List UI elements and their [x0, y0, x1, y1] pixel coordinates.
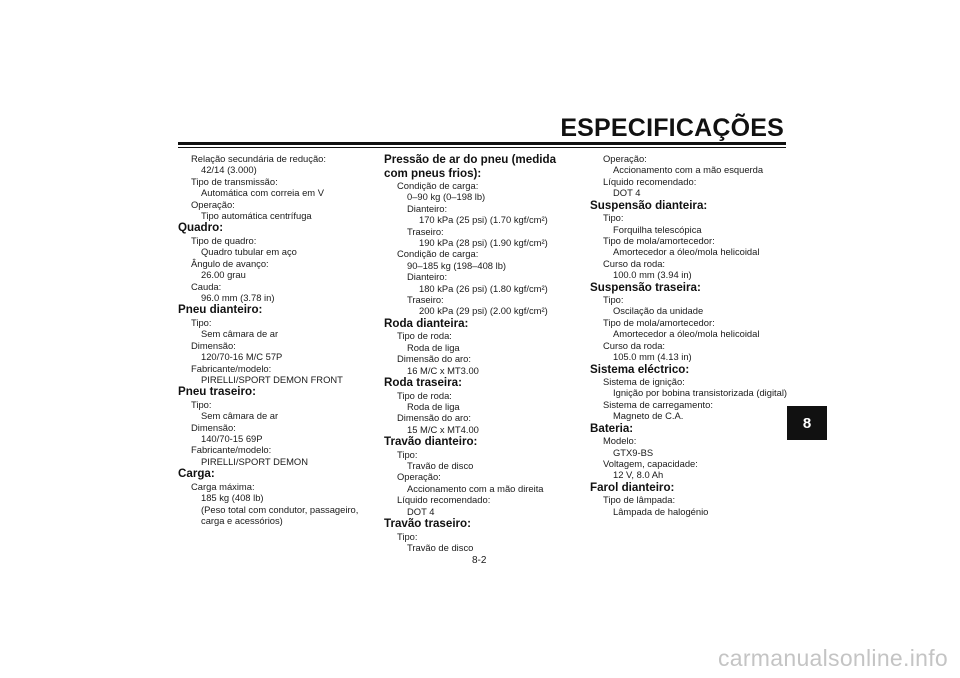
spec-label: Relação secundária de redução: — [191, 153, 326, 164]
spec-column-2 — [384, 153, 574, 553]
spec-column-3 — [590, 153, 790, 517]
section-heading: Carga: — [178, 467, 215, 481]
spec-label: Carga máxima: — [191, 480, 255, 492]
spec-value: Traseiro: — [407, 225, 444, 237]
spec-value: Accionamento com a mão esquerda — [613, 164, 764, 176]
spec-label: Modelo: — [603, 435, 637, 447]
spec-value: GTX9-BS — [613, 446, 654, 458]
spec-label: Sistema de carregamento: — [603, 398, 713, 410]
spec-label: Fabricante/modelo: — [191, 444, 272, 456]
section-heading: Suspensão dianteira: — [590, 198, 708, 212]
spec-value: Amortecedor a óleo/mola helicoidal — [613, 328, 760, 340]
spec-label: Tipo: — [191, 316, 212, 328]
spec-value: Dianteiro: — [407, 271, 448, 283]
spec-label: Dimensão do aro: — [397, 353, 471, 365]
section-heading: Travão dianteiro: — [384, 435, 478, 449]
spec-value: Forquilha telescópica — [613, 223, 702, 235]
spec-label: Curso da roda: — [603, 257, 666, 269]
title-rule-thin — [178, 147, 786, 148]
spec-label: Ângulo de avanço: — [191, 257, 269, 269]
spec-value: Amortecedor a óleo/mola helicoidal — [613, 246, 760, 258]
title-rule-thick — [178, 142, 786, 145]
spec-value: 185 kg (408 lb) — [201, 492, 264, 504]
spec-label: Tipo de roda: — [397, 389, 452, 401]
spec-label: Fabricante/modelo: — [191, 362, 272, 374]
spec-label: Tipo de lâmpada: — [603, 494, 676, 506]
spec-value: Sem câmara de ar — [201, 410, 279, 422]
section-heading: Sistema eléctrico: — [590, 362, 690, 376]
spec-value: 200 kPa (29 psi) (2.00 kgf/cm²) — [419, 305, 548, 317]
spec-column-1 — [178, 153, 368, 526]
spec-label: Condição de carga: — [397, 180, 479, 191]
section-heading: Farol dianteiro: — [590, 480, 675, 494]
spec-value: Sem câmara de ar — [201, 328, 279, 340]
spec-value: 0–90 kg (0–198 lb) — [407, 191, 486, 203]
spec-value: 170 kPa (25 psi) (1.70 kgf/cm²) — [419, 214, 548, 226]
spec-label: Tipo: — [397, 530, 418, 542]
section-heading: Suspensão traseira: — [590, 280, 701, 294]
watermark: carmanualsonline.info — [717, 645, 948, 671]
spec-value: 180 kPa (26 psi) (1.80 kgf/cm²) — [419, 282, 548, 294]
spec-value: Traseiro: — [407, 294, 444, 306]
spec-label: Tipo: — [191, 398, 212, 410]
spec-value: 105.0 mm (4.13 in) — [613, 351, 692, 363]
spec-value: Oscilação da unidade — [613, 305, 704, 317]
spec-value: 12 V, 8.0 Ah — [613, 469, 664, 481]
spec-label: Tipo de mola/amortecedor: — [603, 316, 715, 328]
section-heading: Travão traseiro: — [384, 517, 471, 531]
spec-label: Condição de carga: — [397, 248, 479, 260]
spec-value: 42/14 (3.000) — [201, 164, 257, 176]
section-heading: Roda dianteira: — [384, 316, 469, 330]
spec-value: Lâmpada de halogénio — [613, 505, 709, 517]
section-heading: Quadro: — [178, 221, 224, 235]
section-heading: Pneu traseiro: — [178, 385, 256, 399]
spec-value: (Peso total com condutor, passageiro, — [201, 503, 359, 515]
page-number: 8-2 — [472, 555, 487, 566]
chapter-tab-number: 8 — [802, 414, 812, 432]
spec-label: Líquido recomendado: — [603, 175, 697, 187]
spec-label: Tipo de transmissão: — [191, 175, 278, 187]
spec-label: Tipo de quadro: — [191, 234, 257, 246]
spec-value: 190 kPa (28 psi) (1.90 kgf/cm²) — [419, 237, 548, 249]
spec-label: Tipo de roda: — [397, 330, 452, 342]
spec-value: DOT 4 — [613, 187, 641, 199]
spec-value: Accionamento com a mão direita — [407, 482, 544, 494]
spec-value: Automática com correia em V — [201, 187, 324, 199]
spec-label: Operação: — [191, 198, 235, 210]
spec-value: PIRELLI/SPORT DEMON FRONT — [201, 373, 343, 385]
section-heading: Roda traseira: — [384, 376, 462, 389]
spec-value: 16 M/C x MT3.00 — [407, 364, 479, 376]
spec-label: Tipo: — [603, 212, 624, 224]
spec-value: Dianteiro: — [407, 202, 448, 214]
spec-value: carga e acessórios) — [201, 514, 283, 526]
page-title: ESPECIFICAÇÕES — [560, 114, 784, 142]
section-heading: Bateria: — [590, 421, 634, 435]
spec-value: PIRELLI/SPORT DEMON — [201, 455, 308, 467]
spec-label: Sistema de ignição: — [603, 376, 685, 387]
spec-value: 26.00 grau — [201, 269, 246, 281]
spec-value: 15 M/C x MT4.00 — [407, 423, 479, 435]
chapter-tab — [787, 406, 827, 440]
spec-label: Tipo: — [397, 448, 418, 460]
spec-value: 140/70-15 69P — [201, 433, 263, 445]
spec-label: Curso da roda: — [603, 339, 666, 351]
spec-label: Voltagem, capacidade: — [603, 457, 698, 469]
spec-label: Dimensão do aro: — [397, 412, 471, 424]
spec-label: Tipo: — [603, 294, 624, 306]
spec-value: Quadro tubular em aço — [201, 246, 297, 258]
spec-value: 120/70-16 M/C 57P — [201, 351, 283, 363]
spec-value: 100.0 mm (3.94 in) — [613, 269, 692, 281]
spec-label: Operação: — [397, 471, 441, 483]
spec-value: Travão de disco — [407, 460, 474, 472]
section-heading: Pneu dianteiro: — [178, 303, 263, 317]
spec-value: Tipo automática centrífuga — [201, 210, 312, 222]
spec-value: Roda de liga — [407, 341, 460, 353]
spec-value: DOT 4 — [407, 505, 435, 517]
spec-value: Magneto de C.A. — [613, 410, 684, 422]
spec-value: Ignição por bobina transistorizada (digital) — [613, 387, 788, 399]
spec-value: Roda de liga — [407, 400, 460, 412]
spec-value: Travão de disco — [407, 541, 474, 553]
spec-label: Cauda: — [191, 280, 222, 292]
spec-label: Dimensão: — [191, 339, 236, 351]
spec-label: Tipo de mola/amortecedor: — [603, 234, 715, 246]
spec-value: 90–185 kg (198–408 lb) — [407, 259, 507, 271]
section-heading: Pressão de ar do pneu (medida com pneus frios): — [384, 153, 557, 180]
spec-value: 96.0 mm (3.78 in) — [201, 291, 275, 303]
spec-label: Dimensão: — [191, 421, 236, 433]
spec-label: Operação: — [603, 153, 647, 164]
spec-label: Líquido recomendado: — [397, 494, 491, 506]
